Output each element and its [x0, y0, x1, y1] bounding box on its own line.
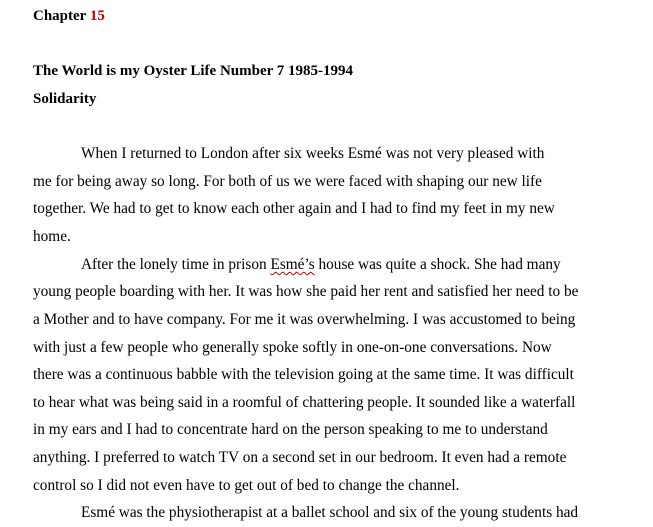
paragraph-line: Esmé was the physiotherapist at a ballet school and six of the young students had	[81, 504, 579, 521]
paragraph-line: in my ears and I had to concentrate hard on the person speaking to me to understand	[33, 421, 548, 438]
chapter-number: 15	[89, 8, 105, 24]
paragraph-line: anything. I preferred to watch TV on a second set in our bedroom. It even had a remote	[33, 449, 567, 466]
line-text-before: After the lonely time in prison	[81, 256, 271, 273]
paragraph-line	[81, 256, 561, 274]
paragraph-line: with just a few people who generally spoke softly in one-on-one conversations. Now	[33, 339, 552, 356]
chapter-heading	[33, 7, 105, 25]
paragraph-line: young people boarding with her. It was how she paid her rent and satisfied her need to be	[33, 283, 579, 300]
paragraph-line: control so I did not even have to get out of bed to change the channel.	[33, 477, 460, 494]
paragraph-line: me for being away so long. For both of us we were faced with shaping our new life	[33, 173, 542, 190]
section-subtitle: Solidarity	[33, 91, 97, 107]
line-text-after: house was quite a shock. She had many	[314, 256, 561, 273]
paragraph-line: home.	[33, 228, 71, 245]
paragraph-line: there was a continuous babble with the television going at the same time. It was difficult	[33, 366, 574, 383]
chapter-label: Chapter	[33, 8, 87, 24]
spellcheck-flagged-word[interactable]: Esmé’s	[270, 256, 315, 273]
section-title: The World is my Oyster Life Number 7 1985-1994	[33, 63, 353, 79]
paragraph-line: When I returned to London after six weeks Esmé was not very pleased with	[81, 145, 545, 162]
paragraph-line: to hear what was being said in a roomful of chattering people. It sounded like a waterfall	[33, 394, 576, 411]
paragraph-line: together. We had to get to know each other again and I had to find my feet in my new	[33, 200, 555, 217]
paragraph-line: a Mother and to have company. For me it was overwhelming. I was accustomed to being	[33, 311, 576, 328]
